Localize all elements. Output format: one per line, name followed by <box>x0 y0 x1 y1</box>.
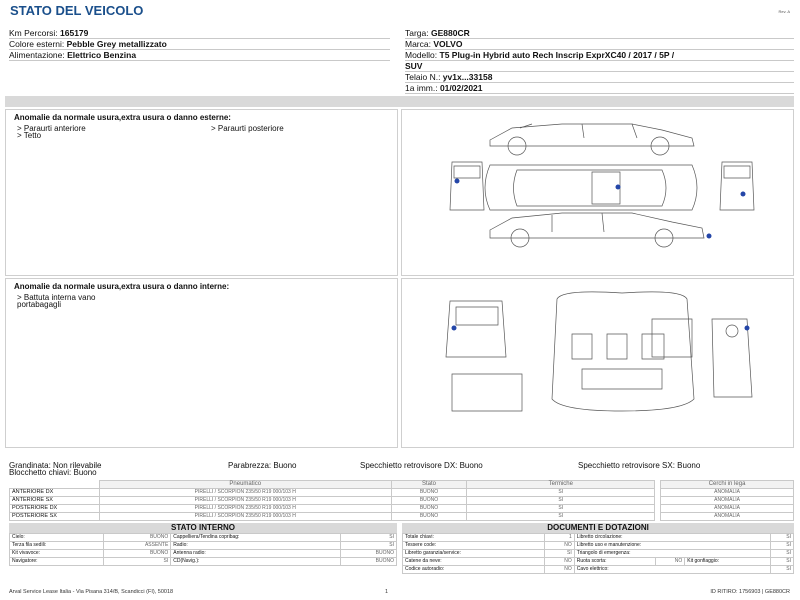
internal-anomalies-title: Anomalie da normale usura,extra usura o danno interne: <box>14 282 230 291</box>
external-item: > Paraurti anteriore <box>17 124 86 133</box>
page-title: STATO DEL VEICOLO <box>10 3 144 18</box>
specchietto-sx-label: Specchietto retrovisore SX: Buono <box>578 461 701 470</box>
tyre-table-header <box>10 481 794 489</box>
internal-anomalies-panel <box>5 278 398 448</box>
documenti-title: DOCUMENTI E DOTAZIONI <box>402 523 794 533</box>
car-interior-icon <box>402 279 793 447</box>
revision-label: Rev. A <box>778 9 790 14</box>
external-item: > Paraurti posteriore <box>211 124 284 133</box>
tyre-table <box>9 480 794 521</box>
table-row: Libretto garanzia/service: SI Triangolo di emergenza: SI <box>403 550 794 558</box>
internal-item: portabagagli <box>17 300 62 309</box>
km-row: Km Percorsi: 165179 <box>9 27 390 39</box>
footer-id: ID RITIRO: 1756903 | GE880CR <box>710 589 790 595</box>
blocchetto-label: Blocchetto chiavi: Buono <box>9 468 97 477</box>
registration-row: 1a imm.: 01/02/2021 <box>405 82 794 94</box>
chassis-row: Telaio N.: yv1x...33158 <box>405 71 794 83</box>
external-anomalies-title: Anomalie da normale usura,extra usura o danno esterne: <box>14 113 231 122</box>
color-row: Colore esterni: Pebble Grey metallizzato <box>9 38 390 50</box>
tyre-header-stato: Stato <box>391 481 467 489</box>
table-row: Terza fila sedili: ASSENTE Radio: SI <box>10 542 397 550</box>
table-row: POSTERIORE DX PIRELLI / SCORPION 235/50 R19 000/103 H BUONO SI ANOMALIA <box>10 505 794 513</box>
footer-address: Arval Service Lease Italia - Via Pisana 314/B, Scandicci (FI), 50018 <box>9 589 174 595</box>
stato-interno-table <box>9 533 397 566</box>
table-row: Cielo: BUONO Cappelliera/Tendina copribag: SI <box>10 534 397 542</box>
table-row: Kit vivavoce: BUONO Antenna radio: BUONO <box>10 550 397 558</box>
table-row: Navigatore: SI CD(Navig.): BUONO <box>10 558 397 566</box>
plate-row: Targa: GE880CR <box>405 27 794 39</box>
documenti-table <box>402 533 794 574</box>
exterior-diagram <box>401 109 794 276</box>
table-row: Totale chiavi: 1 Libretto circolazione: SI <box>403 534 794 542</box>
tyre-header-cerchi: Cerchi in lega <box>661 481 794 489</box>
external-item: > Tetto <box>17 131 42 140</box>
model-row-cont: SUV <box>405 60 794 72</box>
external-anomalies-panel <box>5 109 398 276</box>
model-row: Modello: T5 Plug-in Hybrid auto Rech Inscrip ExprXC40 / 2017 / 5P / <box>405 49 794 61</box>
car-exterior-icon <box>402 110 793 275</box>
table-row: ANTERIORE DX PIRELLI / SCORPION 235/50 R19 000/103 H BUONO SI ANOMALIA <box>10 489 794 497</box>
specchietto-dx-label: Specchietto retrovisore DX: Buono <box>360 461 483 470</box>
tyre-header-pneumatico: Pneumatico <box>99 481 391 489</box>
grandinata-label: Grandinata: Non rilevabile <box>9 461 102 470</box>
table-row: POSTERIORE SX PIRELLI / SCORPION 235/50 R19 000/103 H BUONO SI ANOMALIA <box>10 513 794 521</box>
page-number: 1 <box>385 589 389 595</box>
internal-item: > Battuta interna vano <box>17 293 96 302</box>
interior-diagram <box>401 278 794 448</box>
parabrezza-label: Parabrezza: Buono <box>228 461 297 470</box>
tyre-header-termiche: Termiche <box>467 481 655 489</box>
fuel-row: Alimentazione: Elettrico Benzina <box>9 49 390 61</box>
section-divider <box>5 96 794 107</box>
stato-interno-title: STATO INTERNO <box>9 523 397 533</box>
table-row: Codice autoradio: NO Cavo elettrico: SI <box>403 566 794 574</box>
table-row: Catene da neve: NO Ruota scorta: NO Kit gonfiaggio: SI <box>403 558 794 566</box>
table-row: Tessere code: NO Libretto uso e manutenzione: SI <box>403 542 794 550</box>
brand-row: Marca: VOLVO <box>405 38 794 50</box>
table-row: ANTERIORE SX PIRELLI / SCORPION 235/50 R19 000/103 H BUONO SI ANOMALIA <box>10 497 794 505</box>
